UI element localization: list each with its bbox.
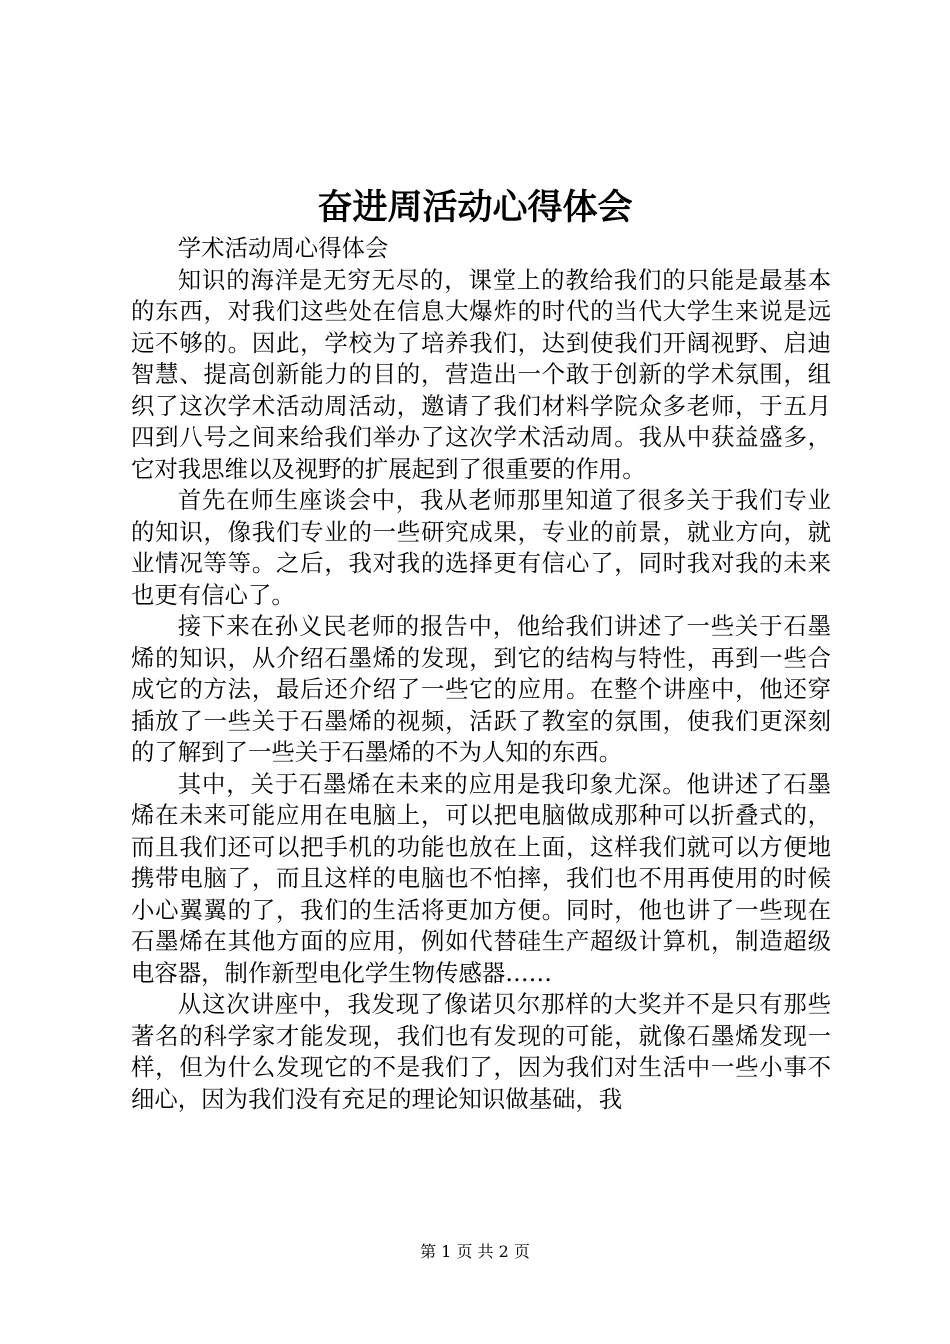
paragraph: 接下来在孙义民老师的报告中，他给我们讲述了一些关于石墨烯的知识，从介绍石墨烯的发现，到它的结构与特性，再到一些合成它的方法，最后还介绍了一些它的应用。在整个讲座中，他还穿插放了一些关于石墨烯的视频，活跃了教室的氛围，使我们更深刻的了解到了一些关于石墨烯的不为人知的东西。 xyxy=(131,612,831,766)
paragraph: 其中，关于石墨烯在未来的应用是我印象尤深。他讲述了石墨烯在未来可能应用在电脑上，可以把电脑做成那种可以折叠式的，而且我们还可以把手机的功能也放在上面，这样我们就可以方便地携带电脑了，而且这样的电脑也不怕摔，我们也不用再使用的时候小心翼翼的了，我们的生活将更加方便。同时，他也讲了一些现在石墨烯在其他方面的应用，例如代替硅生产超级计算机，制造超级电容器，制作新型电化学生物传感器…… xyxy=(131,769,831,987)
document-body xyxy=(131,233,831,1115)
paragraph: 从这次讲座中，我发现了像诺贝尔那样的大奖并不是只有那些著名的科学家才能发现，我们也有发现的可能，就像石墨烯发现一样，但为什么发现它的不是我们了，因为我们对生活中一些小事不细心，因为我们没有充足的理论知识做基础，我 xyxy=(131,990,831,1113)
document-subtitle: 学术活动周心得体会 xyxy=(177,234,389,262)
page-footer: 第 1 页 共 2 页 xyxy=(420,1242,530,1261)
paragraph: 知识的海洋是无穷无尽的，课堂上的教给我们的只能是最基本的东西，对我们这些处在信息大爆炸的时代的当代大学生来说是远远不够的。因此，学校为了培养我们，达到使我们开阔视野、启迪智慧、提高创新能力的目的，营造出一个敢于创新的学术氛围，组织了这次学术活动周活动，邀请了我们材料学院众多老师，于五月四到八号之间来给我们举办了这次学术活动周。我从中获益盛多，它对我思维以及视野的扩展起到了很重要的作用。 xyxy=(131,265,831,483)
paragraph: 首先在师生座谈会中，我从老师那里知道了很多关于我们专业的知识，像我们专业的一些研究成果，专业的前景，就业方向，就业情况等等。之后，我对我的选择更有信心了，同时我对我的未来也更有信心了。 xyxy=(131,486,831,609)
document-title: 奋进周活动心得体会 xyxy=(317,187,633,228)
